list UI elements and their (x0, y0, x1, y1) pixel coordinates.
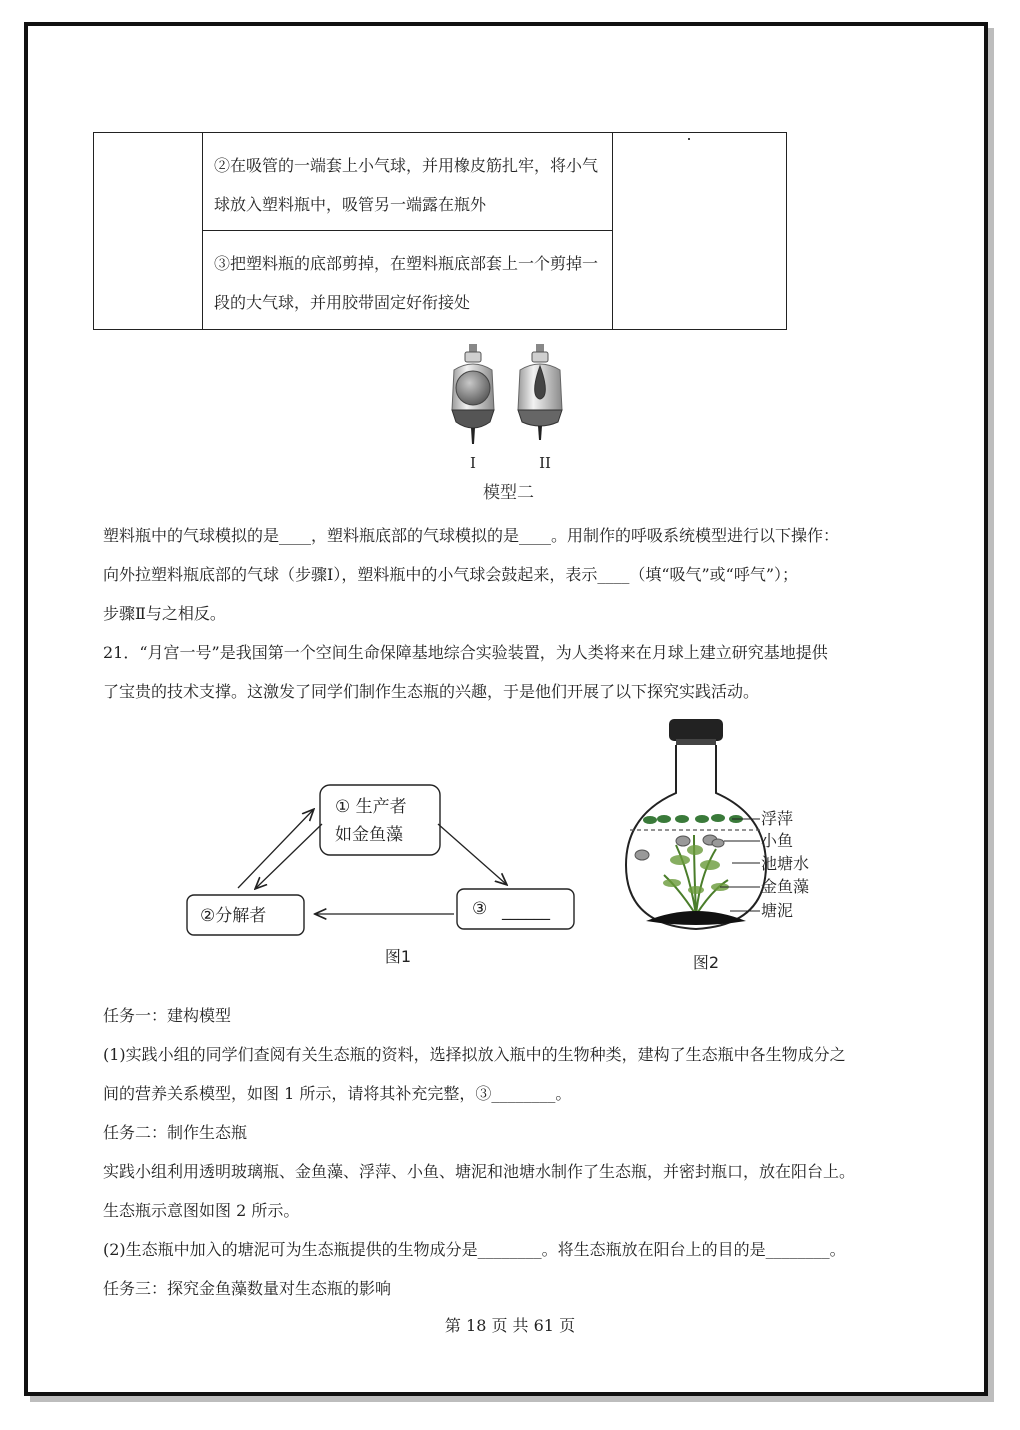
label-pond-mud: 塘泥 (761, 901, 794, 920)
figure-1-caption: 图1 (384, 947, 412, 966)
figure-2-eco-bottle (620, 715, 840, 980)
question-2-line: (2)生态瓶中加入的塘泥可为生态瓶提供的生物成分是________。将生态瓶放在阳台上的目的是________。 (103, 1240, 846, 1259)
question-1-line: (1)实践小组的同学们查阅有关生态瓶的资料，选择拟放入瓶中的生物种类，建构了生态瓶中各生物成分之 (103, 1045, 846, 1064)
arrow-producer-to-decomposer (256, 824, 322, 888)
task-2-heading: 任务二：制作生态瓶 (103, 1123, 248, 1142)
text-line: 塑料瓶中的气球模拟的是____，塑料瓶底部的气球模拟的是____。用制作的呼吸系统模型进行以下操作： (103, 526, 840, 545)
question-21-line: 21．“月宫一号”是我国第一个空间生命保障基地综合实验装置，为人类将来在月球上建立研究基地提供 (103, 643, 828, 662)
task-1-heading: 任务一：建构模型 (103, 1006, 232, 1025)
arrow-decomposer-to-producer (238, 810, 313, 888)
text-line: 步骤Ⅱ与之相反。 (103, 604, 226, 623)
page-footer: 第 18 页 共 61 页 (444, 1316, 576, 1335)
model2-title: 模型二 (483, 483, 534, 503)
table-cell-step3: ③把塑料瓶的底部剪掉，在塑料瓶底部套上一个剪掉一段的大气球，并用胶带固定好衔接处 (214, 254, 599, 312)
label-duckweed: 浮萍 (761, 809, 794, 828)
figure-1-diagram (180, 780, 600, 980)
task-2-line: 生态瓶示意图如图 2 所示。 (103, 1201, 300, 1220)
table-dot (688, 138, 690, 140)
question-21-line: 了宝贵的技术支撑。这激发了同学们制作生态瓶的兴趣，于是他们开展了以下探究实践活动。 (103, 682, 760, 701)
model2-label-2: II (539, 454, 551, 472)
consumer-box-blank: ______ (502, 901, 550, 920)
text-line: 向外拉塑料瓶底部的气球（步骤Ⅰ），塑料瓶中的小气球会鼓起来，表示____（填“吸气”或“呼气”）； (103, 565, 799, 584)
table-row (203, 231, 612, 328)
consumer-box-num: ③ (472, 899, 488, 919)
question-1-line: 间的营养关系模型，如图 1 所示，请将其补充完整，③________。 (103, 1084, 572, 1103)
table-col-3 (613, 133, 785, 329)
producer-box-line2: 如金鱼藻 (335, 825, 403, 845)
model2-label-1: I (470, 454, 476, 472)
table-cell-step2: ②在吸管的一端套上小气球，并用橡皮筋扎牢，将小气球放入塑料瓶中，吸管另一端露在瓶外 (214, 156, 599, 214)
label-hornwort: 金鱼藻 (761, 877, 810, 896)
figure-2-caption: 图2 (692, 953, 720, 972)
label-small-fish: 小鱼 (761, 831, 794, 850)
bottle-stopper (669, 719, 723, 741)
experiment-table (93, 132, 787, 330)
task-2-line: 实践小组利用透明玻璃瓶、金鱼藻、浮萍、小鱼、塘泥和池塘水制作了生态瓶，并密封瓶口，放在阳台上。 (103, 1162, 856, 1181)
bottle-1 (452, 344, 494, 444)
label-pond-water: 池塘水 (761, 854, 810, 873)
task-3-heading: 任务三：探究金鱼藻数量对生态瓶的影响 (103, 1279, 392, 1298)
bottle-2 (518, 344, 562, 440)
arrow-producer-to-consumer (438, 824, 506, 884)
producer-box-line1: ① 生产者 (335, 797, 407, 817)
decomposer-box-label: ②分解者 (200, 906, 267, 926)
table-col-2 (203, 133, 613, 329)
table-row (203, 133, 612, 231)
table-col-1 (94, 133, 203, 329)
